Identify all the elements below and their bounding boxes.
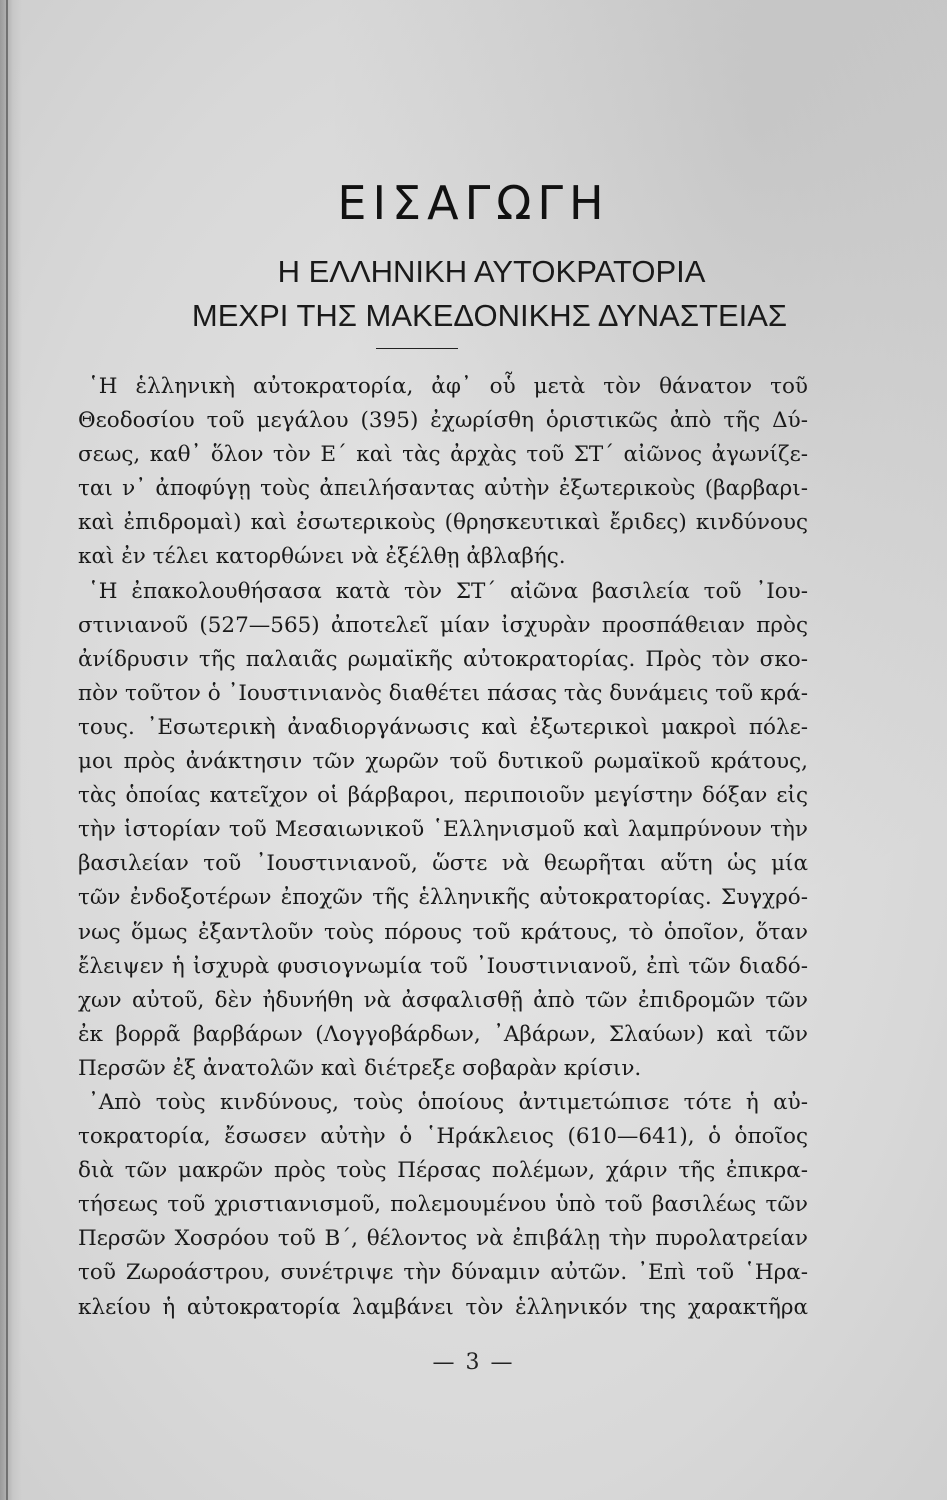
text-line: διὰ τῶν μακρῶν πρὸς τοὺς Πέρσας πολέμων, χάριν τῆς ἐπικρα-: [78, 1158, 808, 1184]
page-number: — 3 —: [432, 1350, 515, 1375]
chapter-heading: ΕΙΣΑΓΩΓΗ: [337, 176, 610, 230]
text-line: τήσεως τοῦ χριστιανισμοῦ, πολεμουμένου ὑπὸ τοῦ βασιλέως τῶν: [78, 1192, 808, 1218]
text-line: τῶν ἐνδοξοτέρων ἐποχῶν τῆς ἑλληνικῆς αὐτοκρατορίας. Συγχρό-: [78, 885, 808, 911]
text-line: ἔλειψεν ἡ ἰσχυρὰ φυσιογνωμία τοῦ ᾿Ιουστινιανοῦ, ἐπὶ τῶν διαδό-: [78, 953, 808, 979]
text-line: τὴν ἱστορίαν τοῦ Μεσαιωνικοῦ ῾Ελληνισμοῦ καὶ λαμπρύνουν τὴν: [78, 817, 808, 843]
text-line: Περσῶν ἐξ ἀνατολῶν καὶ διέτρεξε σοβαρὰν κρίσιν.: [78, 1055, 642, 1081]
text-line: πὸν τοῦτον ὁ ᾿Ιουστινιανὸς διαθέτει πάσας τὰς δυνάμεις τοῦ κρά-: [78, 680, 808, 706]
text-line: χων αὐτοῦ, δὲν ἠδυνήθη νὰ ἀσφαλισθῇ ἀπὸ τῶν ἐπιδρομῶν τῶν: [78, 987, 808, 1013]
text-line: Περσῶν Χοσρόου τοῦ Β΄, θέλοντος νὰ ἐπιβάλῃ τὴν πυρολατρείαν: [78, 1226, 808, 1252]
chapter-subtitle-line-1: Η ΕΛΛΗΝΙΚΗ ΑΥΤΟΚΡΑΤΟΡΙΑ: [277, 254, 706, 289]
text-line: νως ὅμως ἐξαντλοῦν τοὺς πόρους τοῦ κράτους, τὸ ὁποῖον, ὅταν: [78, 919, 808, 945]
text-line: καὶ ἐν τέλει κατορθώνει νὰ ἐξέλθῃ ἀβλαβής.: [78, 544, 566, 570]
text-line: τους. ᾿Εσωτερικὴ ἀναδιοργάνωσις καὶ ἐξωτερικοὶ μακροὶ πόλε-: [78, 714, 808, 740]
text-line: μοι πρὸς ἀνάκτησιν τῶν χωρῶν τοῦ δυτικοῦ ρωμαϊκοῦ κράτους,: [78, 749, 808, 775]
text-line: σεως, καθ᾿ ὅλον τὸν Ε΄ καὶ τὰς ἀρχὰς τοῦ ΣΤ΄ αἰῶνος ἀγωνίζε-: [78, 442, 808, 468]
text-line: ται ν᾿ ἀποφύγῃ τοὺς ἀπειλήσαντας αὐτὴν ἐξωτερικοὺς (βαρβαρι-: [78, 476, 808, 502]
text-line: στινιανοῦ (527—565) ἀποτελεῖ μίαν ἰσχυρὰν προσπάθειαν πρὸς: [78, 612, 808, 638]
title-rule: [376, 348, 458, 349]
text-line: ῾Η ἑλληνικὴ αὐτοκρατορία, ἀφ᾿ οὗ μετὰ τὸν θάνατον τοῦ: [88, 374, 808, 399]
text-line: τοκρατορία, ἔσωσεν αὐτὴν ὁ ῾Ηράκλειος (610—641), ὁ ὁποῖος: [78, 1124, 808, 1150]
text-line: τὰς ὁποίας κατεῖχον οἱ βάρβαροι, περιποιοῦν μεγίστην δόξαν εἰς: [78, 783, 808, 809]
text-line: ᾿Απὸ τοὺς κινδύνους, τοὺς ὁποίους ἀντιμετώπισε τότε ἡ αὐ-: [88, 1089, 808, 1115]
text-line: καὶ ἐπιδρομαὶ) καὶ ἐσωτερικοὺς (θρησκευτικαὶ ἔριδες) κινδύνους: [78, 510, 808, 536]
text-line: τοῦ Ζωροάστρου, συνέτριψε τὴν δύναμιν αὐτῶν. ᾿Επὶ τοῦ ῾Ηρα-: [78, 1260, 808, 1286]
chapter-subtitle-line-2: ΜΕΧΡΙ ΤΗΣ ΜΑΚΕΔΟΝΙΚΗΣ ΔΥΝΑΣΤΕΙΑΣ: [191, 298, 788, 333]
text-line: Θεοδοσίου τοῦ μεγάλου (395) ἐχωρίσθη ὁριστικῶς ἀπὸ τῆς Δύ-: [78, 408, 808, 434]
text-line: ἐκ βορρᾶ βαρβάρων (Λογγοβάρδων, ᾿Αβάρων, Σλαύων) καὶ τῶν: [78, 1021, 808, 1047]
body-text: [78, 370, 808, 1325]
text-line: κλείου ἡ αὐτοκρατορία λαμβάνει τὸν ἑλληνικόν της χαρακτῆρα: [78, 1294, 808, 1320]
text-line: βασιλείαν τοῦ ᾿Ιουστινιανοῦ, ὥστε νὰ θεωρῆται αὕτη ὡς μία: [78, 851, 808, 877]
text-line: ῾Η ἐπακολουθήσασα κατὰ τὸν ΣΤ΄ αἰῶνα βασιλεία τοῦ ᾿Ιου-: [88, 578, 808, 604]
text-line: ἀνίδρυσιν τῆς παλαιᾶς ρωμαϊκῆς αὐτοκρατορίας. Πρὸς τὸν σκο-: [78, 646, 808, 672]
